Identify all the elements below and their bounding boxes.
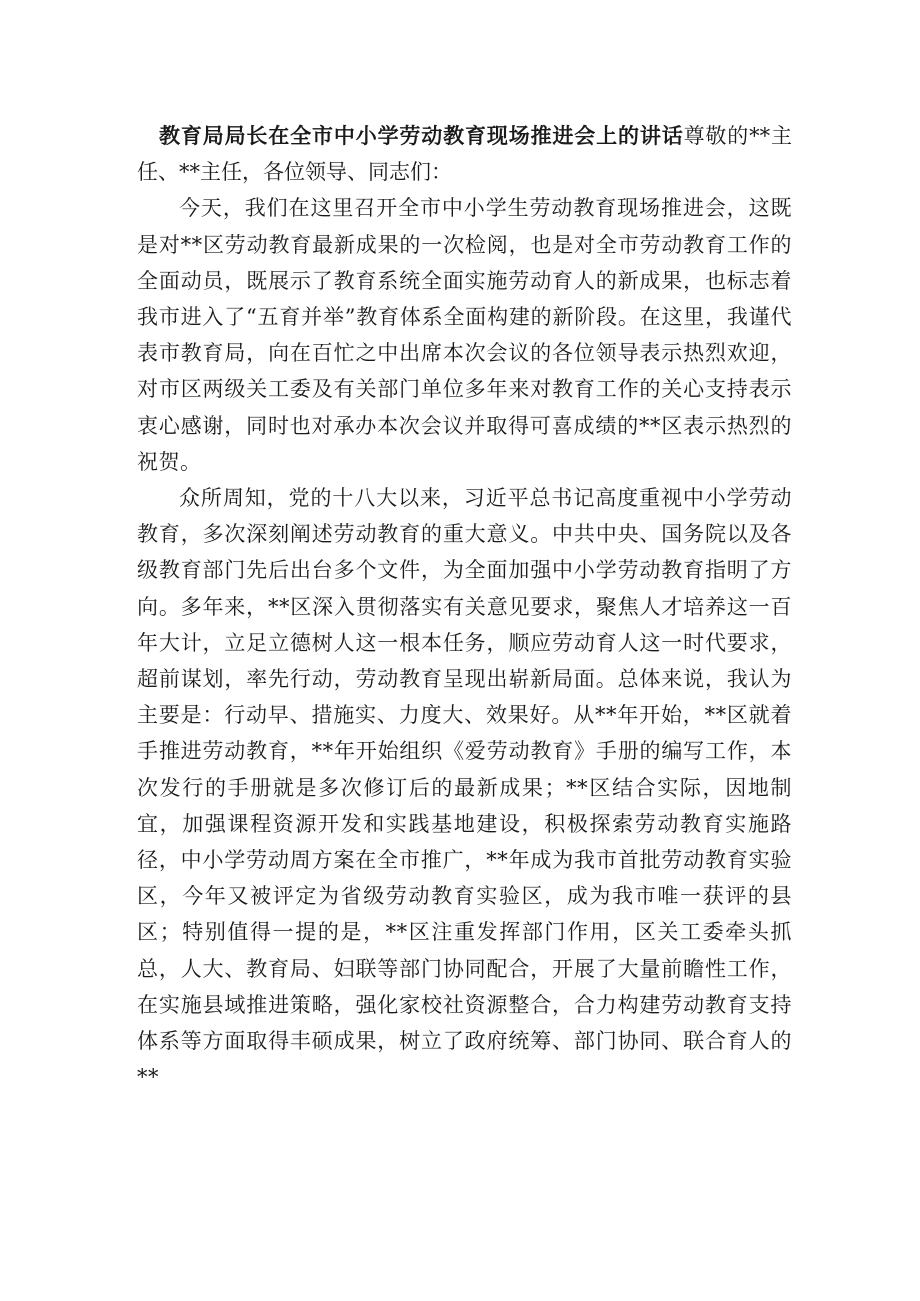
paragraph-1: 今天，我们在这里召开全市中小学生劳动教育现场推进会，这既是对**区劳动教育最新成果的一次检阅，也是对全市劳动教育工作的全面动员，既展示了教育系统全面实施劳动育人的新成果，也标志着我市进入了“五育并举”教育体系全面构建的新阶段。在这里，我谨代表市教育局，向在百忙之中出席本次会议的各位领导表示热烈欢迎，对市区两级关工委及有关部门单位多年来对教育工作的关心支持表示衷心感谢，同时也对承办本次会议并取得可喜成绩的**区表示热烈的祝贺。 — [137, 196, 792, 474]
document-title: 教育局局长在全市中小学劳动教育现场推进会上的讲话 — [159, 123, 684, 148]
paragraph-2: 众所周知，党的十八大以来，习近平总书记高度重视中小学劳动教育，多次深刻阐述劳动教育的重大意义。中共中央、国务院以及各级教育部门先后出台多个文件，为全面加强中小学劳动教育指明了方向。多年来，**区深入贯彻落实有关意见要求，聚焦人才培养这一百年大计，立足立德树人这一根本任务，顺应劳动育人这一时代要求，超前谋划，率先行动，劳动教育呈现出崭新局面。总体来说，我认为主要是：行动早、措施实、力度大、效果好。从**年开始，**区就着手推进劳动教育，**年开始组织《爱劳动教育》手册的编写工作，本次发行的手册就是多次修订后的最新成果；**区结合实际，因地制宜，加强课程资源开发和实践基地建设，积极探索劳动教育实施路径，中小学劳动周方案在全市推广，**年成为我市首批劳动教育实验区，今年又被评定为省级劳动教育实验区，成为我市唯一获评的县区；特别值得一提的是，**区注重发挥部门作用，区关工委牵头抓总，人大、教育局、妇联等部门协同配合，开展了大量前瞻性工作，在实施县域推进策略，强化家校社资源整合，合力构建劳动教育支持体系等方面取得丰硕成果，树立了政府统筹、部门协同、联合育人的** — [137, 486, 792, 1090]
document-page — [137, 118, 792, 1095]
heading-line — [137, 118, 792, 190]
salutation: 尊敬的**主任、**主任，各位领导、同志们： — [137, 124, 793, 185]
